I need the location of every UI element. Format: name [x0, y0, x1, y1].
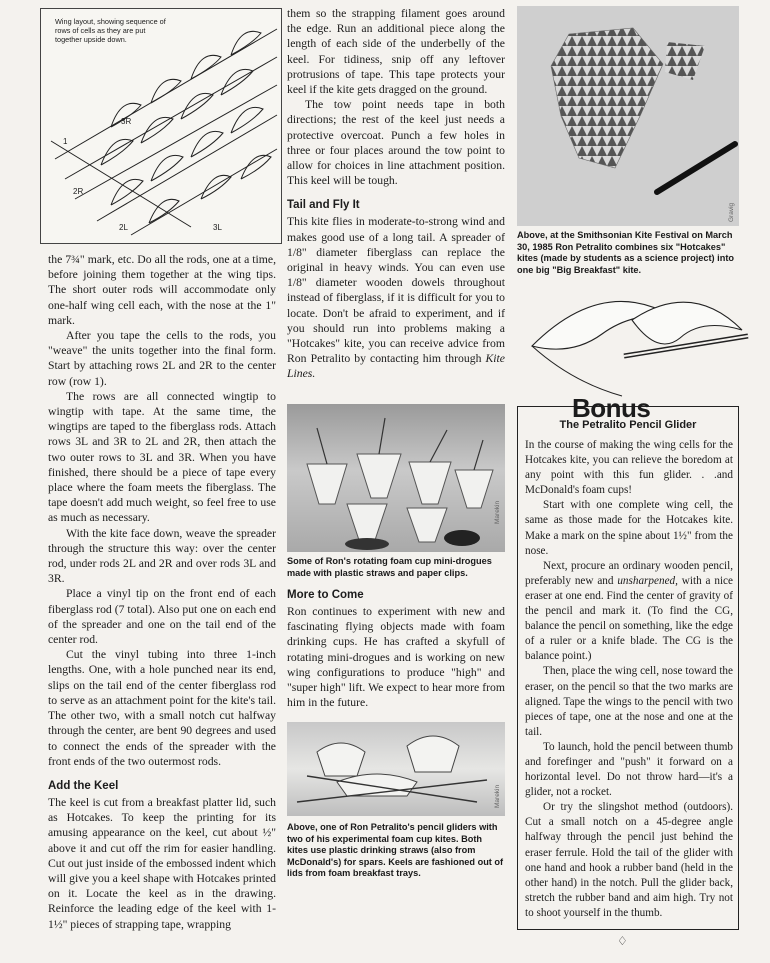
bonus-paragraph: In the course of making the wing cells for the Hotcakes kite, you can relieve the boredom at any point with this fun glider. . .and McDonald's foam cups! [525, 439, 733, 497]
bonus-paragraph: To launch, hold the pencil between thumb and forefinger and "push" it forward on a horizontal level. Do not throw hard—it's a glider, not a rocket. [525, 740, 733, 799]
bonus-body [525, 438, 733, 921]
row-label-3r: 3R [121, 117, 132, 126]
pencil-glider-illustration [512, 286, 752, 406]
col1-paragraph: the 7¾" mark, etc. Do all the rods, one at a time, before joining them together at the wing tips. The short outer rods will accommodate only one-half wing cell each, with the nose at the 1" mark. [48, 253, 276, 327]
bonus-italic-word: unsharpened, [617, 574, 678, 587]
wing-layout-figure [40, 8, 282, 244]
col2-paragraph: The tow point needs tape in both directions; the rest of the keel just needs a protective overcoat. Punch a few holes in three or four places around the tow point to allow for choices in line attachment position. This keel will be tough. [287, 98, 505, 188]
gliders-illustration [287, 722, 505, 816]
column-2-bottom [287, 582, 505, 710]
kite-lines-title: Kite Lines. [287, 352, 505, 381]
bonus-paragraph: Or try the slingshot method (outdoors). Cut a small notch on a 45-degree angle halfway through the pencil just behind the eraser ferrule. Hold the tail of the glider with one hand and hook a rubber band (held in the other hand) in the notch. Pull the glider back, stretch the rubber band and aim high. Try not to shoot yourself in the thumb. [525, 801, 733, 919]
column-2-top [287, 6, 505, 382]
drogues-photo [287, 404, 505, 552]
wing-layout-note: Wing layout, showing sequence of rows of cells as they are put together upside down. [55, 17, 166, 44]
col2-paragraph: Ron continues to experiment with new and fascinating flying objects made with foam drinking cups. He has crafted a skyfull of rotating mini-drogues and is working on new wing configurations to produce "high" and "super high" lift. We expect to hear more from him in the future. [287, 605, 505, 710]
drogues-illustration [287, 404, 505, 552]
col1-paragraph: With the kite face down, weave the spreader through the structure this way: over the center rod, under rods 2L and 2R and over rods 3L and 3R. [48, 526, 276, 586]
row-label-2l: 2L [119, 223, 128, 232]
col1-paragraph: The keel is cut from a breakfast platter lid, such as Hotcakes. To keep the printing for its amusing appearance on the keel, cut about ½" above it and cut off the rim for easier handling. Cut out just inside of the embossed indent which will give you a keel shape with Hotcakes printed on it. Locate the keel as in the drawing. Reinforce the leading edge of the keel with 1-1½" pieces of strapping tape, wrapping [48, 795, 276, 931]
col1-paragraph: Cut the vinyl tubing into three 1-inch lengths. One, with a hole punched near its end, slips on the tail end of the center fiberglass rod to serve as an attachment point for the kite's tail. The other two, with a small notch cut halfway through the center, are bent 90 degrees and used to connect the ends of the spreader with the front ends of the two outermost rods. [48, 648, 276, 768]
col2-paragraph: them so the strapping filament goes around the edge. Run an additional piece along the length of each side of the underbelly of the keel. For tidiness, snip off any leftover protrusions of tape. This tape protects your keel if the kite gets dragged on the ground. [287, 7, 505, 97]
drogues-photo-credit: Marekin [494, 500, 501, 524]
col1-paragraph: The rows are all connected wingtip to wingtip with tape. At the same time, the wingtips are taped to the fiberglass rods. Attach rows 3L and 3R to 2L and 2R, then attach the two outer rows to 3L and 3R. When you have finished, there should be a piece of tape every place where the foam meets the fiberglass. The tape doesn't add much weight, so feel free to use as much as necessary. [48, 389, 276, 525]
heading-add-the-keel: Add the Keel [48, 779, 119, 792]
bonus-paragraph [525, 559, 733, 665]
kite-photo-credit: Gravig [728, 202, 735, 222]
gliders-photo-credit: Marekin [494, 784, 501, 808]
gliders-photo [287, 722, 505, 816]
column-1 [48, 252, 276, 932]
kite-caption: Above, at the Smithsonian Kite Festival on March 30, 1985 Ron Petralito combines six "Hotcakes" kites (made by students as a science project) into one big "Big Breakfast" kite. [517, 230, 734, 275]
bonus-subtitle: The Petralito Pencil Glider [559, 419, 697, 431]
drogues-caption: Some of Ron's rotating foam cup mini-drogues made with plastic straws and paper clips. [287, 556, 492, 578]
col1-paragraph: Place a vinyl tip on the front end of each fiberglass rod (7 total). Also put one on each end of the spreader and one on the tail end of the center rod. [48, 587, 276, 647]
gliders-caption: Above, one of Ron Petralito's pencil gliders with two of his experimental foam cup kites. Both kites use plastic drinking straws (also from McDonald's) for spars. Keels are fashioned out of lids from foam breakfast trays. [287, 822, 504, 879]
bonus-paragraph-text: Next, procure an ordinary wooden pencil, preferably new and [525, 559, 733, 587]
col1-paragraph: After you tape the cells to the rods, you "weave" the units together into the final form. Start by attaching rows 2L and 2R to the center row (row 1). [48, 329, 276, 388]
big-breakfast-kite-photo [517, 6, 739, 226]
page-end-mark: ♢ [617, 934, 628, 948]
heading-more-to-come: More to Come [287, 589, 364, 601]
bonus-title: Bonus [572, 393, 651, 423]
col2-paragraph-text: This kite flies in moderate-to-strong wind and makes good use of a long tail. A spreader of 1/8" diameter fiberglass can replace the original in heavy winds. You can even use 1/8" diameter wooden dowels throughout instead of fiberglass, if it is difficult for you to locate. Don't be afraid to experiment, and if you should run into problems making a "Hotcakes" kite, you can receive advice from Ron Petralito by contacting him through [287, 215, 505, 366]
bonus-paragraph: Then, place the wing cell, nose toward the eraser, on the pencil so that the two marks are aligned. Tape the wings to the pencil with two pieces of tape, one at the nose and one at the tail. [525, 665, 733, 738]
heading-tail-and-fly-it: Tail and Fly It [287, 199, 360, 212]
row-label-2r: 2R [73, 187, 84, 196]
row-label-1: 1 [63, 137, 68, 146]
wing-layout-drawing [41, 9, 281, 243]
bonus-paragraph-text: with a nice eraser at one end. Find the center of gravity of the pencil and mark it. (To find the CG, balance the pencil on something, like the edge of a ruler or a knife blade. The CG is the balance point.) [525, 574, 733, 663]
col2-paragraph [287, 214, 505, 381]
bonus-paragraph: Start with one complete wing cell, the same as those made for the Hotcakes kite. Make a mark on the spine about 1½" from the nose. [525, 499, 733, 557]
kite-illustration [517, 6, 739, 226]
row-label-3l: 3L [213, 223, 222, 232]
